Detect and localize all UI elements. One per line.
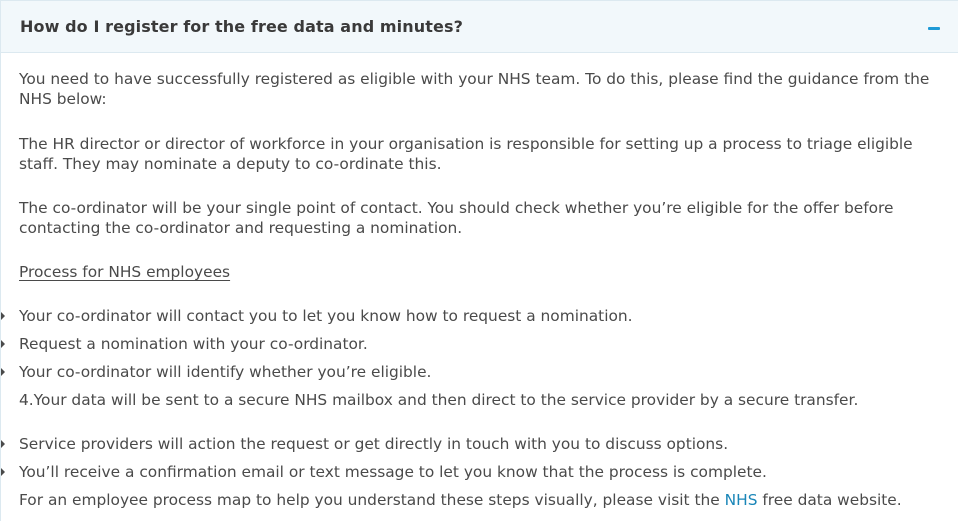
answer-paragraph-1: You need to have successfully registered as eligible with your NHS team. To do this, please find the guidance from the NHS below: xyxy=(19,70,930,108)
footer-text xyxy=(19,490,902,510)
faq-question-header[interactable] xyxy=(0,0,958,53)
faq-question-title[interactable]: How do I register for the free data and minutes? xyxy=(20,17,463,36)
step-item: You’ll receive a confirmation email or text message to let you know that the process is complete. xyxy=(19,463,767,481)
nhs-link[interactable]: NHS xyxy=(724,491,758,509)
step-item: Request a nomination with your co-ordinator. xyxy=(19,335,368,353)
bullet-icon xyxy=(1,468,6,476)
answer-paragraph-2: The HR director or director of workforce in your organisation is responsible for setting up a process to triage eligible staff. They may nominate a deputy to co-ordinate this. xyxy=(19,135,913,173)
answer-paragraph-3: The co-ordinator will be your single point of contact. You should check whether you’re eligible for the offer before contacting the co-ordinator and requesting a nomination. xyxy=(19,199,894,237)
faq-answer-body xyxy=(0,53,958,521)
bullet-icon xyxy=(1,368,6,376)
process-heading: Process for NHS employees xyxy=(19,263,231,281)
step-item: 4.Your data will be sent to a secure NHS mailbox and then direct to the service provider by a secure transfer. xyxy=(19,391,859,409)
bullet-icon xyxy=(1,340,6,348)
footer-text-after: free data website. xyxy=(757,491,902,509)
minus-icon[interactable] xyxy=(928,27,940,30)
step-item: Your co-ordinator will contact you to let you know how to request a nomination. xyxy=(19,307,633,325)
bullet-icon xyxy=(1,440,6,448)
step-item: Your co-ordinator will identify whether you’re eligible. xyxy=(19,363,432,381)
footer-text-before: For an employee process map to help you understand these steps visually, please visit the xyxy=(19,491,725,509)
bullet-icon xyxy=(1,312,6,320)
step-item: Service providers will action the request or get directly in touch with you to discuss options. xyxy=(19,435,729,453)
